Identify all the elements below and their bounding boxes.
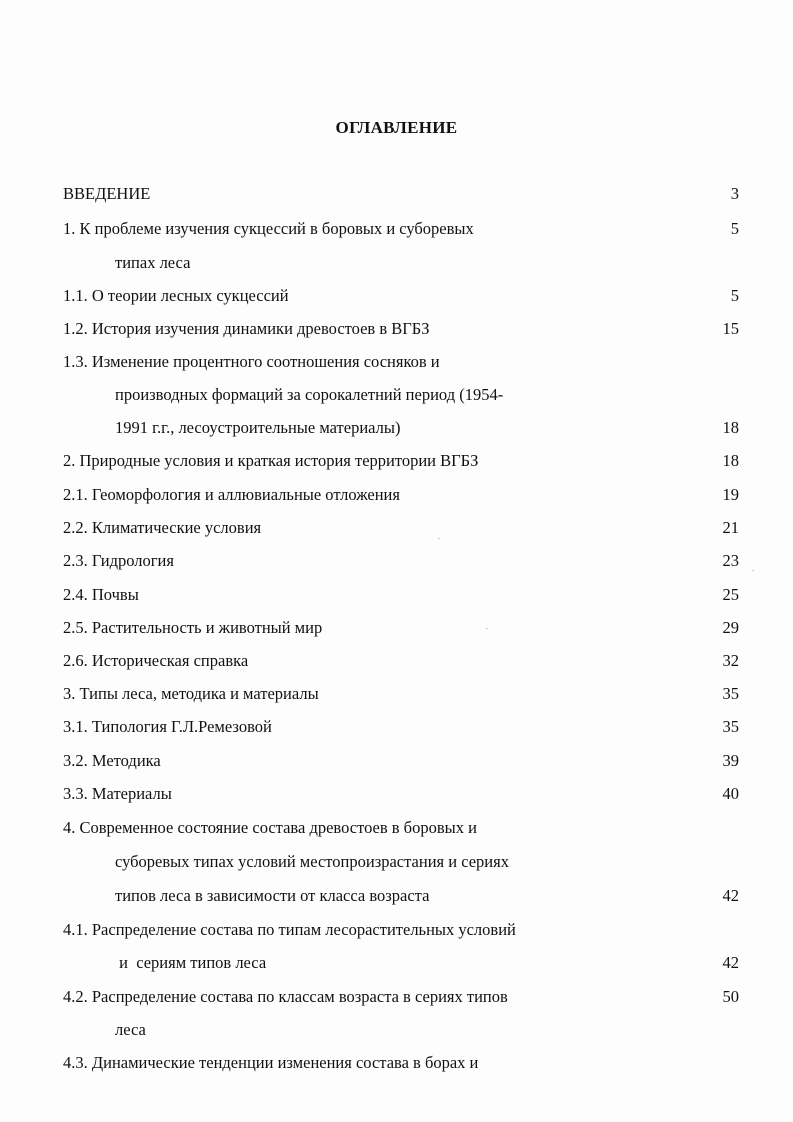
toc-entry-2-4[interactable]: 2.4. Почвы	[63, 585, 139, 604]
toc-entry-3-1[interactable]: 3.1. Типология Г.Л.Ремезовой	[63, 717, 272, 736]
toc-entry-chapter-2[interactable]: 2. Природные условия и краткая история территории ВГБЗ	[63, 451, 479, 470]
toc-entry-2-6[interactable]: 2.6. Историческая справка	[63, 651, 249, 670]
toc-entry-4-3[interactable]: 4.3. Динамические тенденции изменения состава в борах и	[63, 1053, 479, 1072]
toc-entry-2-1[interactable]: 2.1. Геоморфология и аллювиальные отложения	[63, 485, 400, 504]
toc-entry-1-2[interactable]: 1.2. История изучения динамики древостоев в ВГБЗ	[63, 319, 430, 338]
scan-speck	[486, 628, 488, 629]
scan-speck	[438, 538, 440, 539]
toc-entry-continuation: типов леса в зависимости от класса возраста	[115, 886, 430, 905]
toc-page-number: 15	[722, 319, 739, 338]
toc-entry-continuation: типах леса	[115, 253, 191, 272]
toc-entry-continuation: суборевых типах условий местопроизрастания и сериях	[115, 852, 509, 871]
toc-entry-2-2[interactable]: 2.2. Климатические условия	[63, 518, 262, 537]
toc-page-number: 42	[722, 886, 739, 905]
scan-speck	[752, 570, 754, 571]
toc-entry-1-3[interactable]: 1.3. Изменение процентного соотношения сосняков и	[63, 352, 440, 371]
toc-page-number: 18	[722, 451, 739, 470]
toc-page-number: 40	[722, 784, 739, 803]
toc-page-number: 3	[730, 184, 739, 203]
toc-entry-4-1[interactable]: 4.1. Распределение состава по типам лесорастительных условий	[63, 920, 516, 939]
toc-page-number: 29	[722, 618, 739, 637]
toc-page-number: 5	[730, 286, 739, 305]
toc-page-number: 42	[722, 953, 739, 972]
toc-page-number: 50	[722, 987, 739, 1006]
toc-entry-continuation: 1991 г.г., лесоустроительные материалы)	[115, 418, 401, 437]
toc-entry-1-1[interactable]: 1.1. О теории лесных сукцессий	[63, 286, 289, 305]
toc-entry-chapter-3[interactable]: 3. Типы леса, методика и материалы	[63, 684, 319, 703]
toc-entry-chapter-4[interactable]: 4. Современное состояние состава древостоев в боровых и	[63, 818, 477, 837]
toc-entry-2-3[interactable]: 2.3. Гидрология	[63, 551, 174, 570]
toc-page-number: 35	[722, 684, 739, 703]
toc-entry-4-2[interactable]: 4.2. Распределение состава по классам возраста в сериях типов	[63, 987, 508, 1006]
toc-page-number: 5	[730, 219, 739, 238]
toc-page-number: 21	[722, 518, 739, 537]
toc-page-number: 18	[722, 418, 739, 437]
toc-entry-chapter-1[interactable]: 1. К проблеме изучения сукцессий в боровых и суборевых	[63, 219, 474, 238]
toc-entry-3-2[interactable]: 3.2. Методика	[63, 751, 161, 770]
toc-entry-continuation: производных формаций за сорокалетний период (1954-	[115, 385, 504, 404]
toc-page-number: 35	[722, 717, 739, 736]
toc-page-number: 32	[722, 651, 739, 670]
toc-entry-3-3[interactable]: 3.3. Материалы	[63, 784, 172, 803]
toc-entry-continuation: и сериям типов леса	[115, 953, 267, 972]
toc-page-number: 19	[722, 485, 739, 504]
toc-page-number: 25	[722, 585, 739, 604]
toc-entry-intro[interactable]: ВВЕДЕНИЕ	[63, 184, 151, 203]
toc-page-number: 39	[722, 751, 739, 770]
toc-entry-continuation: леса	[115, 1020, 146, 1039]
page-title: ОГЛАВЛЕНИЕ	[335, 118, 458, 137]
toc-entry-2-5[interactable]: 2.5. Растительность и животный мир	[63, 618, 323, 637]
toc-page-number: 23	[722, 551, 739, 570]
